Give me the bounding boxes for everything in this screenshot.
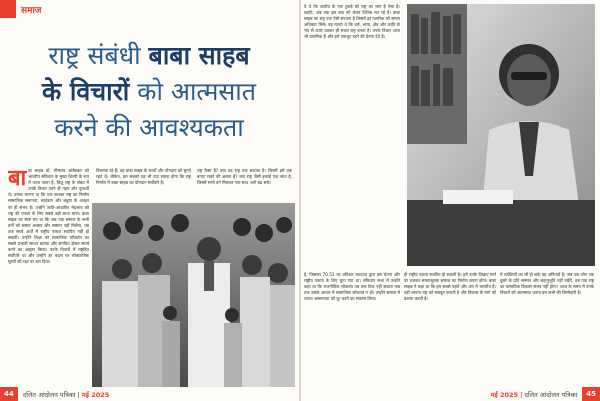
headline-line-1 [8,38,290,74]
section-tag-bar [0,0,16,18]
page-number-left: 44 [0,387,18,401]
article-column-1 [8,168,89,390]
portrait-photo-graphic [407,4,595,266]
group-photo-graphic [92,203,295,387]
article-column-5: है, जिसका 70.53 का प्रतिशत मतदाता द्वारा इस चेतना और राष्ट्रीय एकता के लिए चुना गया था। संविधान सभा में उन्होंने कहा था कि राजनीतिक लोकतंत्र तब तक टिक नहीं सकता जब तक उसके आधार में सामाजिक लोकतंत्र न हो। उन्होंने समाज में व्याप्त असमानता को दूर करने का संकल्प लिया। [304,272,400,302]
headline-line-2 [8,74,290,110]
article-column-3: राष्ट्र कैसा है? क्या वह राष्ट्र एक सशक्त है। जिसमें हमें एक बनाए रखने की क्षमता है? क्या राष्ट्र जैसी इकाई एक साथ है, जिसमें सभी वर्ग मिलकर एक साथ आगे बढ़ सकें। [197,168,292,186]
footer-left-publication: दलित आंदोलन पत्रिका | मई 2025 [22,390,110,399]
headline [8,38,290,146]
headline-line-2-bold: के विचारों [41,77,130,106]
footer-right-month: मई 2025 [490,390,519,399]
article-column-4: ये थे कि जातीय के एक टुकड़े को राष्ट्र का भाग है ऐसा है। यद्यपि, अब तक इस बात को लेकर विभिन्न मत रहे हैं। बाबा साहब का राष्ट्र एक ऐसी संरचना है जिसमें हर नागरिक को समान अधिकार मिले। वह मानते थे कि धर्म, भाषा, क्षेत्र और जाति के भेद से ऊपर उठकर ही सच्चा राष्ट्र बनता है। उनके विचार आज भी प्रासंगिक हैं और हमें एकजुट रहने की प्रेरणा देते हैं। [304,4,400,40]
footer-right-publication: मई 2025 | दलित आंदोलन पत्रिका [490,390,578,399]
headline-line-1-plain: राष्ट्र संबंधी [48,41,149,70]
headline-line-2-plain: को आत्मसात [129,77,257,106]
group-photo [92,203,295,387]
page-number-right: 45 [582,387,600,401]
footer-right-title: दलित आंदोलन पत्रिका [524,390,578,399]
article-column-1-text: बा साहब डॉ. भीमराव आंबेडकर को भारतीय संविधान के मुख्य शिल्पी के रूप में जाना जाता है, किंतु राष्ट्र के संबंध में उनके विचार उतने ही गहन और दूरदर्शी थे। उनका मानना था कि एक सशक्त राष्ट्र का निर्माण सामाजिक समानता, स्वतंत्रता और बंधुत्व के आधार पर ही संभव है। उन्होंने जाति-आधारित भेदभाव को राष्ट्र की एकता के लिए सबसे बड़ी बाधा माना। बाबा साहब का स्पष्ट मत था कि जब तक समाज के सभी वर्गों को समान अवसर और सम्मान नहीं मिलेगा, तब तक सच्चे अर्थों में राष्ट्रीय एकता स्थापित नहीं हो सकती। उन्होंने शिक्षा को सामाजिक परिवर्तन का सबसे प्रभावी साधन बताया और संगठित होकर संघर्ष करने का आह्वान किया। उनके विचारों में राष्ट्रहित सर्वोपरि था और उन्होंने हर कदम पर लोकतांत्रिक मूल्यों की रक्षा पर बल दिया। [8,168,89,265]
article-column-6: ही राष्ट्रीय एकता स्थापित हो सकती है। हमें उनके दिखाए मार्ग पर चलकर समतामूलक समाज का निर्माण करना होगा। बाबा साहब ने कहा था कि हम सबसे पहले और अंत में भारतीय हैं। यही भावना राष्ट्र को मजबूत बनाती है और विकास के मार्ग को प्रशस्त करती है। [404,272,496,302]
footer-left-title: दलित आंदोलन पत्रिका [22,390,76,399]
footer-left [0,387,299,401]
page-gutter [299,0,301,401]
footer-left-month: मई 2025 [81,390,110,399]
portrait-photo [407,4,595,266]
headline-line-3: करने की आवश्यकता [54,113,244,142]
article-column-7: में व्यक्तियों का भी हो सके यह अनिवार्य है। जब तक लोग एक दूसरे के प्रति सम्मान और सहानुभूति नहीं रखेंगे, तब तक राष्ट्र का वास्तविक विकास संभव नहीं होगा। आज के समय में उनके विचारों को आत्मसात करना हम सभी की जिम्मेदारी है। [500,272,594,296]
section-tag [0,0,41,18]
headline-line-1-bold: बाबा साहब [148,41,250,70]
article-column-2: विचारक रहे हैं। वह बाबा साहब के कार्यों और योगदान को सुनते रहते थे। लेकिन, हम सबको यह भी याद रखना होगा कि राष्ट्र निर्माण में बाबा साहब का योगदान सर्वोपरि है। [96,168,191,186]
footer-right [301,387,600,401]
section-label: समाज [21,5,42,16]
drop-cap: बा [8,168,27,191]
